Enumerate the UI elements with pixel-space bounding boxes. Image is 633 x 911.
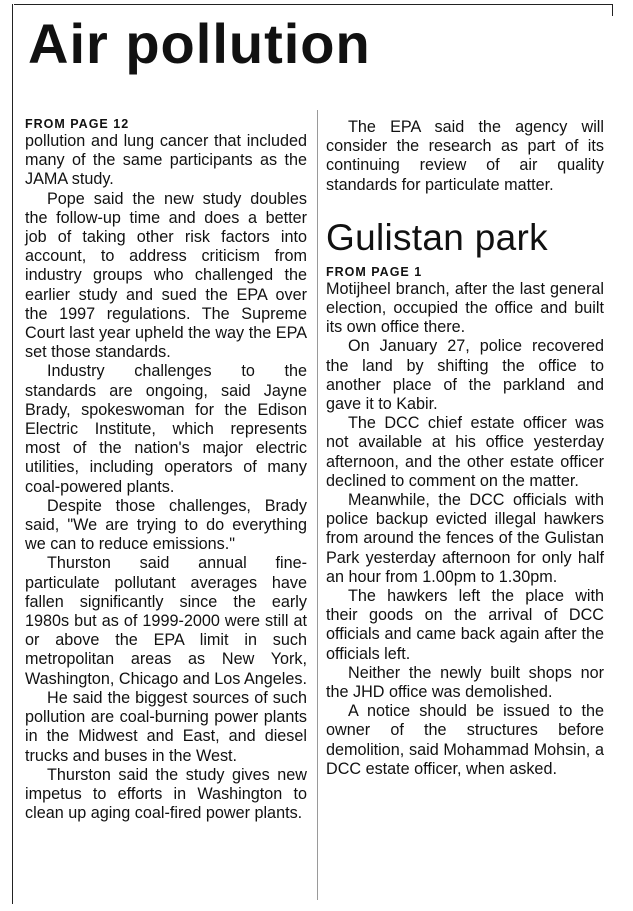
article-paragraph: Despite those challenges, Brady said, "We are trying to do everything we can to reduce emissions." (25, 496, 307, 554)
right-column (326, 118, 604, 779)
article-paragraph: Motijheel branch, after the last general election, occupied the office and built its own office there. (326, 279, 604, 337)
article-paragraph: Neither the newly built shops nor the JHD office was demolished. (326, 663, 604, 702)
article-paragraph: The DCC chief estate officer was not available at his office yesterday afternoon, and the other estate officer declined to comment on the matter. (326, 414, 604, 490)
main-jump-line: FROM PAGE 12 (25, 117, 130, 131)
article-paragraph: Thurston said the study gives new impetus to efforts in Washington to clean up aging coal-fired power plants. (25, 765, 307, 823)
second-jump-line: FROM PAGE 1 (326, 264, 423, 279)
left-column (25, 116, 307, 823)
article-paragraph: Thurston said annual fine-particulate pollutant averages have fallen significantly since the early 1980s but as of 1999-2000 were still at or above the EPA limit in such metropolitan areas as New York, Washington, Chicago and Los Angeles. (25, 554, 307, 688)
left-border-rule (12, 4, 13, 904)
article-paragraph: Industry challenges to the standards are ongoing, said Jayne Brady, spokeswoman for the Edison Electric Institute, which represents most of the nation's major electric utilities, including operators of many coal-powered plants. (25, 362, 307, 496)
article-paragraph: A notice should be issued to the owner of the structures before demolition, said Mohammad Mohsin, a DCC estate officer, when asked. (326, 702, 604, 778)
column-divider (317, 110, 318, 900)
article-paragraph: The hawkers left the place with their goods on the arrival of DCC officials and came back again after the officials left. (326, 587, 604, 663)
article-paragraph: Meanwhile, the DCC officials with police backup evicted illegal hawkers from around the fences of the Gulistan Park yesterday afternoon for only half an hour from 1.00pm to 1.30pm. (326, 491, 604, 586)
article-paragraph: The EPA said the agency will consider the research as part of its continuing review of air quality standards for particulate matter. (326, 118, 604, 194)
article-paragraph: He said the biggest sources of such pollution are coal-burning power plants in the Midwest and East, and diesel trucks and buses in the West. (25, 688, 307, 765)
top-rule (14, 4, 612, 5)
article-paragraph: pollution and lung cancer that included many of the same participants as the JAMA study. (25, 132, 307, 189)
main-headline: Air pollution (28, 12, 371, 75)
second-headline: Gulistan park (326, 216, 548, 258)
article-paragraph: On January 27, police recovered the land by shifting the office to another place of the parkland and gave it to Kabir. (326, 337, 604, 414)
right-border-tick (612, 4, 613, 16)
article-paragraph: Pope said the new study doubles the follow-up time and does a better job of taking other risk factors into account, to address criticism from industry groups who challenged the earlier study and sued the EPA over the 1997 regulations. The Supreme Court last year upheld the way the EPA set those standards. (25, 189, 307, 362)
